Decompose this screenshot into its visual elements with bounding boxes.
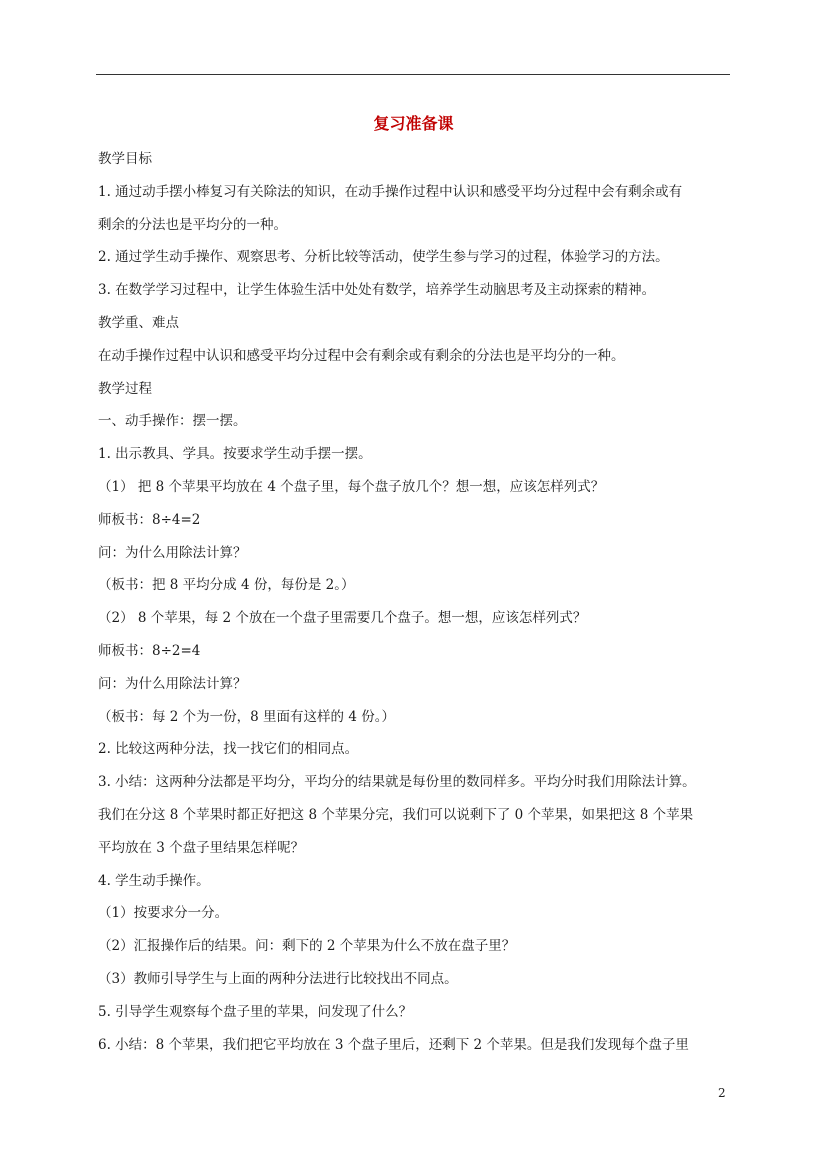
paragraph-line: 2. 通过学生动手操作、观察思考、分析比较等活动，使学生参与学习的过程，体验学习的方法。 <box>98 249 669 266</box>
paragraph-line: （1）按要求分一分。 <box>98 905 229 922</box>
paragraph-line: 师板书：8÷2=4 <box>98 642 201 659</box>
paragraph-line: 问：为什么用除法计算？ <box>98 675 247 692</box>
paragraph-line: （2） 8 个苹果，每 2 个放在一个盘子里需要几个盘子。想一想，应该怎样列式？ <box>98 610 587 627</box>
paragraph-line: （3）教师引导学生与上面的两种分法进行比较找出不同点。 <box>98 970 458 987</box>
header-rule <box>96 74 730 75</box>
paragraph-line: 1. 出示教具、学具。按要求学生动手摆一摆。 <box>98 446 372 463</box>
paragraph-line: 平均放在 3 个盘子里结果怎样呢？ <box>98 839 305 856</box>
paragraph-line: 问：为什么用除法计算？ <box>98 544 247 561</box>
section-heading-key-points: 教学重、难点 <box>98 314 179 331</box>
paragraph-line: 一、动手操作：摆一摆。 <box>98 413 247 430</box>
paragraph-line: 1. 通过动手摆小棒复习有关除法的知识，在动手操作过程中认识和感受平均分过程中会有剩余或有 <box>98 183 683 200</box>
paragraph-line: 我们在分这 8 个苹果时都正好把这 8 个苹果分完，我们可以说剩下了 0 个苹果，如果把这 8 个苹果 <box>98 806 694 823</box>
paragraph-line: （板书：每 2 个为一份，8 里面有这样的 4 份。） <box>98 708 395 725</box>
section-heading-process: 教学过程 <box>98 380 152 397</box>
paragraph-line: 师板书：8÷4=2 <box>98 511 201 528</box>
paragraph-line: 在动手操作过程中认识和感受平均分过程中会有剩余或有剩余的分法也是平均分的一种。 <box>98 347 625 364</box>
paragraph-line: 3. 在数学学习过程中，让学生体验生活中处处有数学，培养学生动脑思考及主动探索的精神。 <box>98 282 656 299</box>
paragraph-line: 6. 小结：8 个苹果，我们把它平均放在 3 个盘子里后，还剩下 2 个苹果。但是我们发现每个盘子里 <box>98 1036 689 1053</box>
paragraph-line: （1） 把 8 个苹果平均放在 4 个盘子里，每个盘子放几个？想一想，应该怎样列式？ <box>98 478 605 495</box>
document-body <box>98 149 732 1067</box>
paragraph-line: 4. 学生动手操作。 <box>98 872 210 889</box>
page-number: 2 <box>718 1086 726 1100</box>
paragraph-line: （板书：把 8 平均分成 4 份，每份是 2。） <box>98 577 355 594</box>
document-title: 复习准备课 <box>373 114 454 133</box>
paragraph-line: 2. 比较这两种分法，找一找它们的相同点。 <box>98 741 359 758</box>
paragraph-line: 3. 小结：这两种分法都是平均分，平均分的结果就是每份里的数同样多。平均分时我们用除法计算。 <box>98 774 696 791</box>
section-heading-objectives: 教学目标 <box>98 151 152 167</box>
paragraph-line: 剩余的分法也是平均分的一种。 <box>98 216 287 233</box>
paragraph-line: （2）汇报操作后的结果。问：剩下的 2 个苹果为什么不放在盘子里？ <box>98 938 516 955</box>
paragraph-line: 5. 引导学生观察每个盘子里的苹果，问发现了什么？ <box>98 1003 413 1020</box>
